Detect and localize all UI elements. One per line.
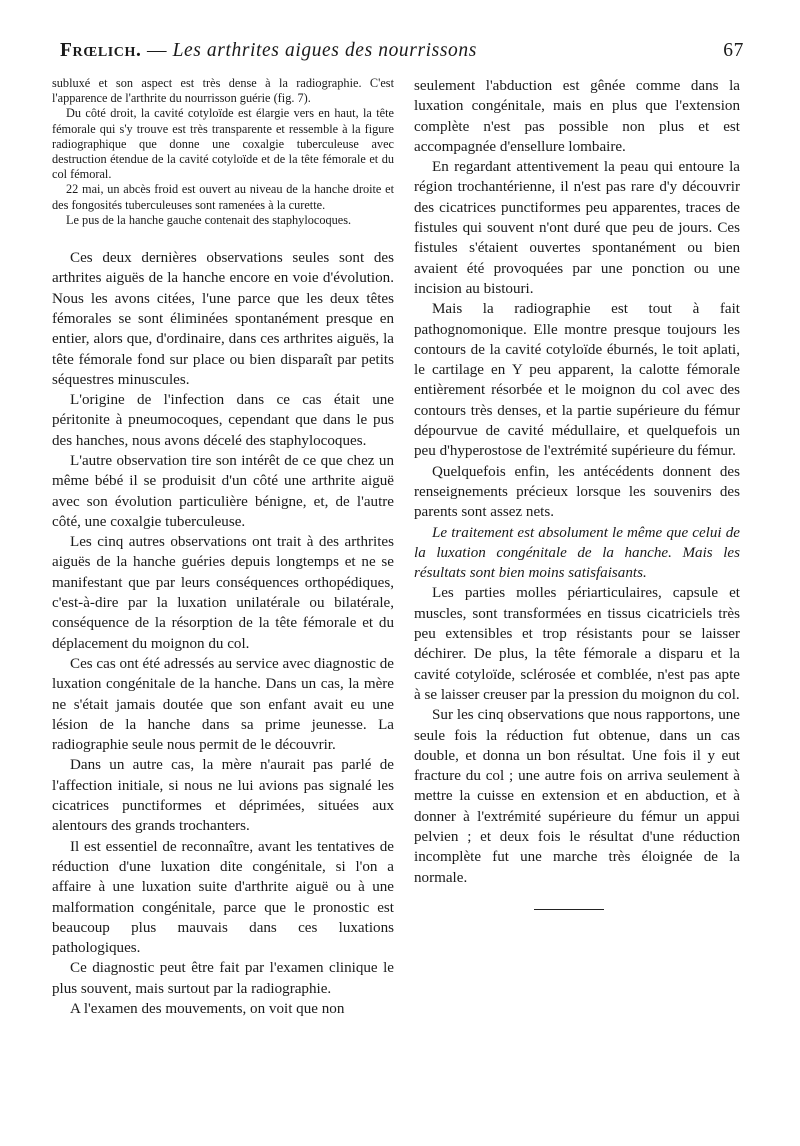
header-title: Les arthrites aigues des nourrissons [172,40,477,61]
paragraph: Les parties molles périarticulaires, capsule et muscles, sont transformées en tissus cicatriciels très peu extensibles et trop résistants pour se laisser déchirer. De plus, la tête fémorale a disparu et la cavité cotyloïde, sclérosée et comblée, n'est pas apte à se laisser creuser par la pression du moignon du col. [414,585,740,703]
header-author: Frœlich. [60,40,142,61]
paragraph: Sur les cinq observations que nous rapportons, une seule fois la réduction fut obtenue, dans un cas double, et donna un bon résultat. Une fois il y eut fracture du col ; une autre fois on arriva seulement à mettre la cuisse en extension et en abduction, et à donner à l'extrémité supérieure du fémur un appui pelvien ; et deux fois le résultat d'une réduction incomplète fut une marche très éloignée de la normale. [414,707,740,886]
paragraph: A l'examen des mouvements, on voit que non [70,1001,345,1018]
case-notes [52,76,394,228]
case-note: subluxé et son aspect est très dense à la radiographie. C'est l'apparence de l'arthrite du nourrisson guérie (fig. 7). [52,76,394,106]
case-note: Du côté droit, la cavité cotyloïde est élargie vers en haut, la tête fémorale qui s'y trouve est très transparente et ressemble à la figure radiographique que donne une coxalgie tuberculeuse avec destruction étendue de la cavité cotyloïde et de la tête fémorale et du col fémoral. [52,106,394,182]
case-note: 22 mai, un abcès froid est ouvert au niveau de la hanche droite et des fongosités tuberculeuses sont ramenées à la curette. [52,182,394,212]
case-note: Le pus de la hanche gauche contenait des staphylocoques. [66,212,352,227]
paragraph: Ce diagnostic peut être fait par l'examen clinique le plus souvent, mais surtout par la radiographie. [52,960,394,997]
section-gap [52,228,394,248]
paragraph: Mais la radiographie est tout à fait pathognomonique. Elle montre presque toujours les contours de la cavité cotyloïde éburnés, le toit aplati, le cartilage en Y peu apparent, la calotte fémorale entièrement résorbée et le moignon du col avec des contours très denses, et la partie supérieure du fémur dépourvue de cavité médullaire, et quelquefois un peu d'hyperostose de l'extrémité supérieure du fémur. [414,301,740,460]
page-number: 67 [723,40,744,61]
section-end-rule [534,909,604,910]
left-column [52,76,394,1019]
running-header [60,40,744,70]
header-separator: — [146,40,168,61]
paragraph: Ces cas ont été adressés au service avec diagnostic de luxation congénitale de la hanche. Dans un cas, la mère ne s'était jamais doutée que son enfant avait eu une lésion de la hanche dans sa prime jeunesse. La radiographie seule nous permit de le découvrir. [52,655,394,754]
paragraph: Il est essentiel de reconnaître, avant les tentatives de réduction d'une luxation dite congénitale, si l'on a affaire à une luxation suite d'arthrite aiguë ou à une malformation congénitale, parce que le pronostic est beaucoup plus mauvais dans ces luxations pathologiques. [52,838,394,957]
paragraph: En regardant attentivement la peau qui entoure la région trochantérienne, il n'est pas rare d'y découvrir des cicatrices punctiformes peu apparentes, traces de fistules qui souvent n'ont duré que peu de jours. Ces fistules s'étaient ouvertes spontanément ou bien avaient été provoquées par une ponction ou une incision au bistouri. [414,159,740,297]
paragraph: L'origine de l'infection dans ce cas était une péritonite à pneumocoques, cependant que dans le pus des hanches, nous avons décelé des staphylocoques. [52,392,394,449]
paragraph-continued: seulement l'abduction est gênée comme dans la luxation congénitale, mais en plus que l'extension complète n'est pas possible non plus et est accompagnée d'ensellure lombaire. [414,78,740,155]
treatment-paragraph: Le traitement est absolument le même que celui de la luxation congénitale de la hanche. Mais les résultats sont bien moins satisfaisants. [414,524,740,582]
paragraph: Quelquefois enfin, les antécédents donnent des renseignements précieux lorsque les souvenirs des parents sont assez nets. [414,463,740,521]
paragraph: Ces deux dernières observations seules sont des arthrites aiguës de la hanche encore en voie d'évolution. Nous les avons citées, l'une parce que les deux têtes fémorales se sont éliminées spontanément presque en entier, alors que, d'ordinaire, dans ces arthrites aiguës, la tête fémorale fond sur place ou bien disparaît par petits séquestres minuscules. [52,250,394,388]
right-column [414,76,740,888]
left-body-text [52,248,394,1019]
paragraph: Dans un autre cas, la mère n'aurait pas parlé de l'affection initiale, si nous ne lui avions pas signalé les cicatrices punctiformes et déprimées, situées aux alentours des grands trochanters. [52,757,394,835]
paragraph: Les cinq autres observations ont trait à des arthrites aiguës de la hanche guéries depuis longtemps et ne se manifestant que par leurs conséquences orthopédiques, c'est-à-dire par la luxation unilatérale ou bilatérale, conséquence de la résorption de la tête fémorale et du déplacement du moignon du col. [52,534,394,652]
paragraph: L'autre observation tire son intérêt de ce que chez un même bébé il se produisit d'un côté une arthrite aiguë avec son évolution particulière bénigne, et, de l'autre côté, une coxalgie tuberculeuse. [52,453,394,530]
